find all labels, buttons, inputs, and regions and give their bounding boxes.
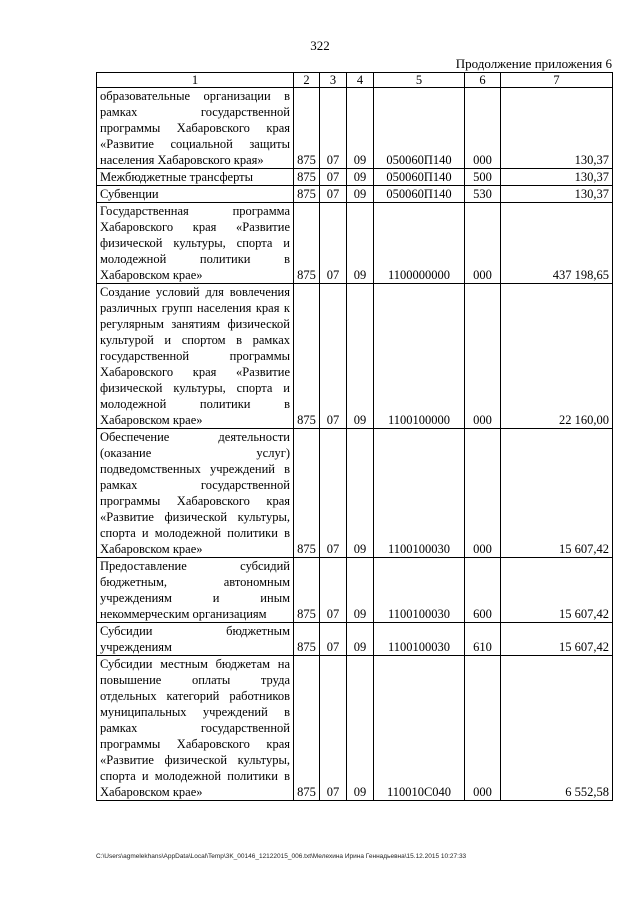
header-row xyxy=(97,73,613,88)
row-name: Субсидии местным бюджетам на повышение оплаты труда отдельных категорий работников муниципальных учреждений в рамках государственной программы Хабаровского края «Развитие физической культуры, спорта и молодежной политики в Хабаровском крае» xyxy=(97,656,294,801)
row-section: 07 xyxy=(320,203,347,284)
table-row xyxy=(97,284,613,429)
row-subsection: 09 xyxy=(347,169,374,186)
header-cell: 4 xyxy=(347,73,374,88)
continuation-note: Продолжение приложения 6 xyxy=(455,56,612,71)
row-target: 050060П140 xyxy=(374,169,465,186)
header-cell: 5 xyxy=(374,73,465,88)
row-type: 000 xyxy=(465,656,501,801)
row-section: 07 xyxy=(320,429,347,558)
row-amount: 130,37 xyxy=(501,88,613,169)
row-subsection: 09 xyxy=(347,656,374,801)
header-cell: 2 xyxy=(294,73,320,88)
row-type: 600 xyxy=(465,558,501,623)
table-row xyxy=(97,656,613,801)
header-cell: 6 xyxy=(465,73,501,88)
budget-table xyxy=(96,72,613,801)
row-name: Создание условий для вовлечения различных групп населения края к регулярным занятиям физической культурой и спортом в рамках государственной программы Хабаровского края «Развитие физической культуры, спорта и молодежной политики в Хабаровском крае» xyxy=(97,284,294,429)
row-amount: 15 607,42 xyxy=(501,429,613,558)
row-amount: 437 198,65 xyxy=(501,203,613,284)
row-code: 875 xyxy=(294,169,320,186)
row-target: 1100100030 xyxy=(374,558,465,623)
row-type: 000 xyxy=(465,429,501,558)
table-row xyxy=(97,558,613,623)
row-subsection: 09 xyxy=(347,623,374,656)
row-code: 875 xyxy=(294,88,320,169)
table-row xyxy=(97,623,613,656)
row-section: 07 xyxy=(320,558,347,623)
table-row xyxy=(97,429,613,558)
row-section: 07 xyxy=(320,284,347,429)
row-subsection: 09 xyxy=(347,429,374,558)
header-cell: 1 xyxy=(97,73,294,88)
row-code: 875 xyxy=(294,186,320,203)
row-subsection: 09 xyxy=(347,284,374,429)
row-type: 610 xyxy=(465,623,501,656)
row-code: 875 xyxy=(294,558,320,623)
row-subsection: 09 xyxy=(347,88,374,169)
row-amount: 22 160,00 xyxy=(501,284,613,429)
row-amount: 6 552,58 xyxy=(501,656,613,801)
file-path-footer: C:\Users\agmelekhans\AppData\Local\Temp\3K_00146_12122015_006.txt\Мелехина Ирина Геннадьевна\15.12.2015 10:27:33 xyxy=(96,853,467,860)
row-type: 000 xyxy=(465,284,501,429)
table-row xyxy=(97,169,613,186)
row-name: Обеспечение деятельности (оказание услуг) подведомственных учреждений в рамках государственной программы Хабаровского края «Развитие физической культуры, спорта и молодежной политики в Хабаровском крае» xyxy=(97,429,294,558)
row-name: Государственная программа Хабаровского края «Развитие физической культуры, спорта и молодежной политики в Хабаровском крае» xyxy=(97,203,294,284)
row-subsection: 09 xyxy=(347,558,374,623)
row-code: 875 xyxy=(294,203,320,284)
row-name: Субсидии бюджетным учреждениям xyxy=(97,623,294,656)
row-name: Субвенции xyxy=(97,186,294,203)
row-section: 07 xyxy=(320,623,347,656)
row-amount: 130,37 xyxy=(501,169,613,186)
row-type: 000 xyxy=(465,88,501,169)
header-cell: 3 xyxy=(320,73,347,88)
row-amount: 15 607,42 xyxy=(501,623,613,656)
row-type: 530 xyxy=(465,186,501,203)
table-row xyxy=(97,88,613,169)
row-section: 07 xyxy=(320,88,347,169)
row-amount: 15 607,42 xyxy=(501,558,613,623)
row-subsection: 09 xyxy=(347,186,374,203)
table-row xyxy=(97,186,613,203)
row-code: 875 xyxy=(294,656,320,801)
row-subsection: 09 xyxy=(347,203,374,284)
row-section: 07 xyxy=(320,186,347,203)
row-name: Межбюджетные трансферты xyxy=(97,169,294,186)
row-section: 07 xyxy=(320,656,347,801)
row-target: 110010С040 xyxy=(374,656,465,801)
row-target: 1100000000 xyxy=(374,203,465,284)
header-cell: 7 xyxy=(501,73,613,88)
row-target: 050060П140 xyxy=(374,88,465,169)
row-code: 875 xyxy=(294,429,320,558)
row-type: 000 xyxy=(465,203,501,284)
table-row xyxy=(97,203,613,284)
row-name: образовательные организации в рамках государственной программы Хабаровского края «Развитие социальной защиты населения Хабаровского края» xyxy=(97,88,294,169)
row-target: 1100100030 xyxy=(374,623,465,656)
row-code: 875 xyxy=(294,623,320,656)
row-name: Предоставление субсидий бюджетным, автономным учреждениям и иным некоммерческим организациям xyxy=(97,558,294,623)
page-number: 322 xyxy=(310,38,330,53)
row-amount: 130,37 xyxy=(501,186,613,203)
row-target: 050060П140 xyxy=(374,186,465,203)
row-section: 07 xyxy=(320,169,347,186)
row-target: 1100100030 xyxy=(374,429,465,558)
row-code: 875 xyxy=(294,284,320,429)
row-target: 1100100000 xyxy=(374,284,465,429)
row-type: 500 xyxy=(465,169,501,186)
